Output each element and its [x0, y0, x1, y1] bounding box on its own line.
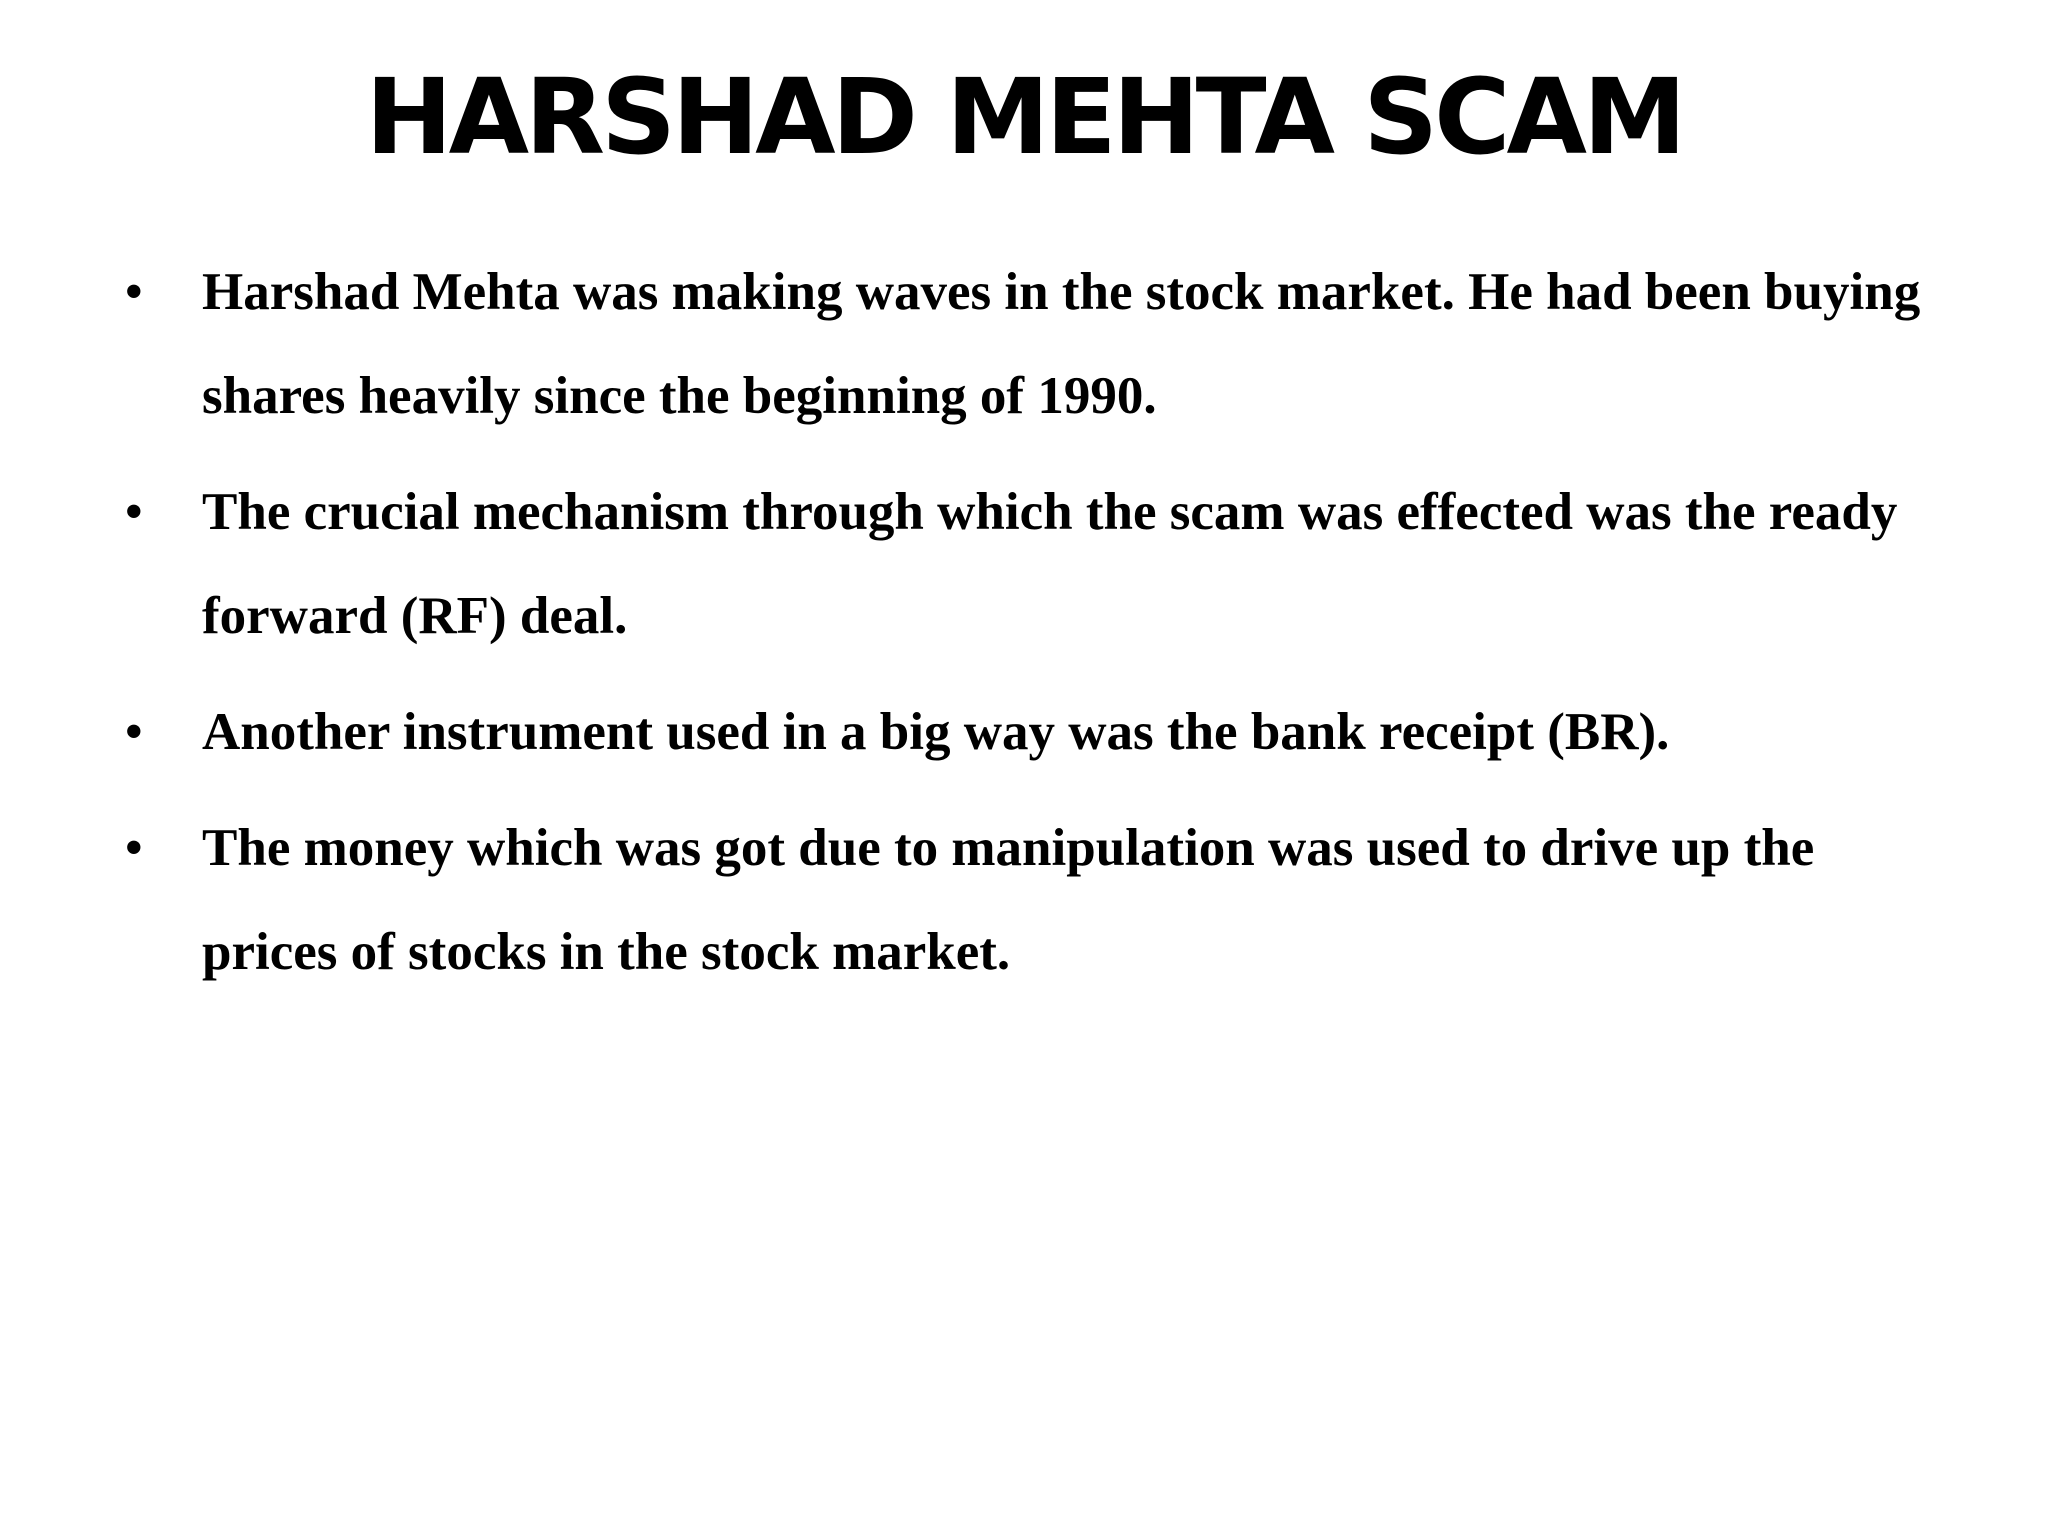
bullet-marker: • — [124, 817, 144, 879]
bullet-marker: • — [124, 261, 144, 323]
bullet-marker: • — [124, 481, 144, 543]
bullet-item — [0, 796, 1922, 1004]
bullet-marker: • — [124, 701, 144, 763]
bullet-text: The money which was got due to manipulation was used to drive up the prices of stocks in the stock market. — [202, 819, 1815, 981]
bullet-item — [0, 240, 1922, 448]
bullet-text: Harshad Mehta was making waves in the stock market. He had been buying shares heavily since the beginning of 1990. — [202, 263, 1921, 425]
bullet-text: Another instrument used in a big way was the bank receipt (BR). — [202, 703, 1670, 761]
slide-title: HARSHAD MEHTA SCAM — [365, 56, 1683, 178]
bullet-list — [0, 240, 2048, 1016]
bullet-item — [0, 680, 1922, 784]
bullet-item — [0, 460, 1922, 668]
bullet-text: The crucial mechanism through which the scam was effected was the ready forward (RF) deal. — [202, 483, 1898, 645]
